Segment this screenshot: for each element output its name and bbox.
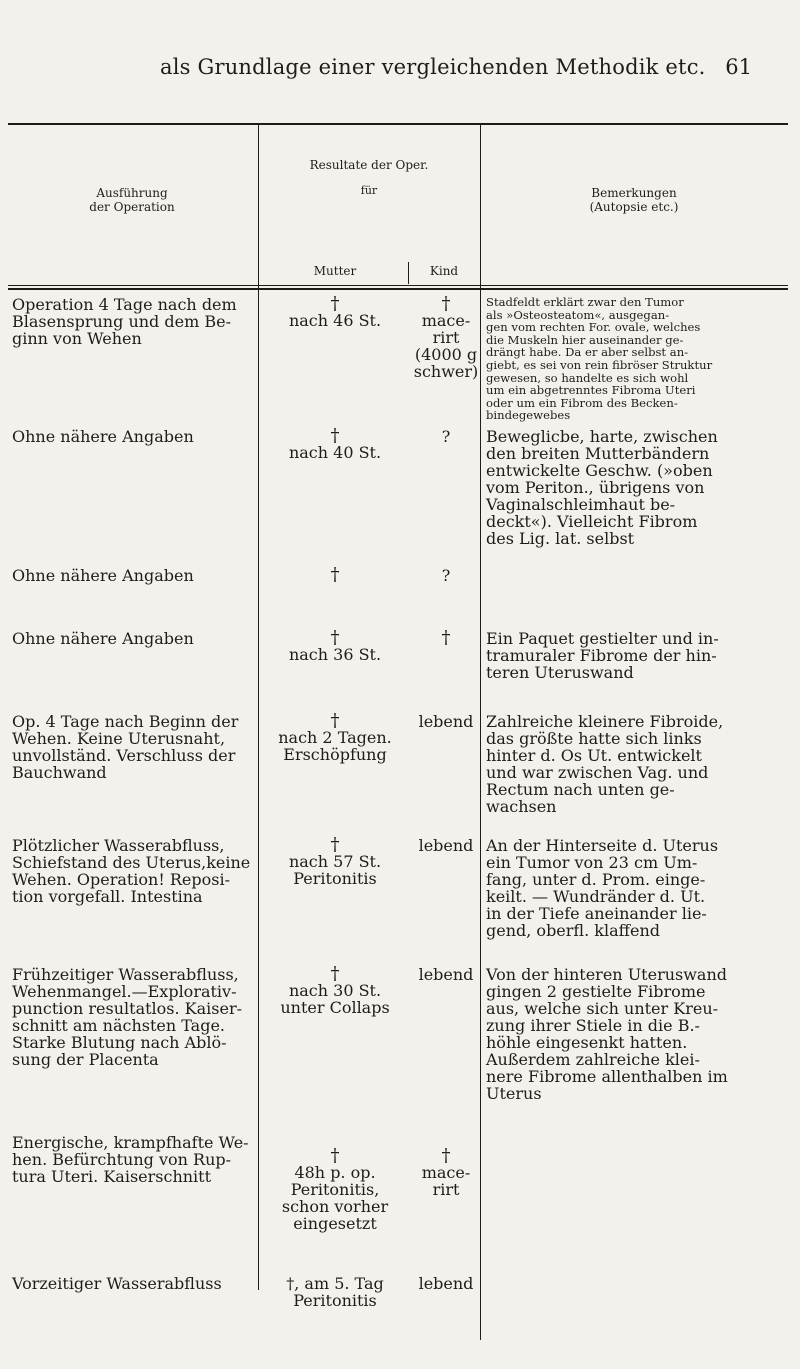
child-cell: ?: [441, 427, 451, 446]
operation-cell: Ohne nähere Angaben: [12, 427, 194, 446]
operation-cell: Vorzeitiger Wasserabfluss: [12, 1274, 222, 1293]
operation-cell: Ohne nähere Angaben: [12, 566, 194, 585]
mother-cell: † 48h p. op. Peritonitis, schon vorher eingesetzt: [262, 1148, 408, 1232]
operation-cell: Frühzeitiger Wasserabfluss, Wehenmangel.—Explorativ- punction resultatlos. Kaiser- schnitt am nächsten Tage. Starke Blutung nach Ablö- sung der Placenta: [12, 965, 243, 1069]
child-cell: ?: [441, 566, 451, 585]
header-results: Resultate der Oper. für: [309, 158, 429, 197]
operation-cell: Energische, krampfhafte We- hen. Befürchtung von Rup- tura Uteri. Kaiserschnitt: [12, 1133, 249, 1186]
operation-cell: Ohne nähere Angaben: [12, 629, 194, 648]
child-cell: lebend: [418, 836, 474, 855]
table-top-rule: [8, 123, 788, 125]
remarks-cell: Zahlreiche kleinere Fibroide, das größte hatte sich links hinter d. Os Ut. entwickelt und war zwischen Vag. und Rectum nach unten ge- wachsen: [486, 712, 724, 816]
table-header-rule-2: [8, 288, 788, 290]
dagger-mark: †: [330, 627, 340, 648]
mother-cell: † nach 30 St. unter Collaps: [262, 966, 408, 1016]
page-number: 61: [725, 55, 752, 79]
header-remarks: Bemerkungen (Autopsie etc.): [589, 186, 679, 214]
remarks-cell: Stadfeldt erklärt zwar den Tumor als »Osteosteatom«, ausgegan- gen vom rechten For. ovale, welches die Muskeln hier auseinander ge- drängt habe. Da er aber selbst an- giebt, es sei von rein fibröser Struktur gewesen, so handelte es sich wohl um ein abgetrenntes Fibroma Uteri oder um ein Fibrom des Becken- bindegewebes: [486, 295, 713, 423]
dagger-mark: †: [330, 425, 340, 446]
mother-cell: † nach 46 St.: [262, 296, 408, 329]
mother-cell: †, am 5. Tag Peritonitis: [286, 1274, 384, 1310]
child-cell: lebend: [418, 965, 474, 984]
remarks-cell: Ein Paquet gestielter und in- tramuraler Fibrome der hin- teren Uteruswand: [486, 629, 719, 682]
mother-cell: † nach 2 Tagen. Erschöpfung: [262, 713, 408, 763]
header-child: Kind: [429, 264, 459, 278]
dagger-mark: †: [330, 710, 340, 731]
table-header-rule: [8, 285, 788, 286]
child-cell: † mace- rirt: [410, 1148, 482, 1198]
dagger-mark: †: [330, 1145, 340, 1166]
dagger-mark: †: [441, 1145, 451, 1166]
operation-cell: Plötzlicher Wasserabfluss, Schiefstand des Uterus,keine Wehen. Operation! Reposi- tion vorgefall. Intestina: [12, 836, 251, 906]
mother-cell: † nach 40 St.: [262, 428, 408, 461]
remarks-cell: Von der hinteren Uteruswand gingen 2 gestielte Fibrome aus, welche sich unter Kreu- zung ihrer Stiele in die B.- höhle eingesenkt hatten. Außerdem zahlreiche klei- nere Fibrome allenthalben im Uterus: [486, 965, 728, 1103]
mother-cell: † nach 36 St.: [262, 630, 408, 663]
child-cell: lebend: [418, 712, 474, 731]
dagger-mark: †: [441, 627, 451, 648]
child-cell: [410, 627, 482, 648]
header-mother: Mutter: [313, 264, 357, 278]
dagger-mark: †: [330, 564, 340, 585]
running-title: als Grundlage einer vergleichenden Methodik etc.: [160, 55, 706, 79]
child-cell: † mace- rirt (4000 g schwer): [410, 296, 482, 380]
dagger-mark: †: [330, 963, 340, 984]
column-divider-mother-child: [408, 262, 409, 284]
dagger-mark: †: [330, 834, 340, 855]
operation-cell: Operation 4 Tage nach dem Blasensprung und dem Be- ginn von Wehen: [12, 295, 237, 348]
page-header: [0, 55, 800, 95]
child-cell: lebend: [418, 1274, 474, 1293]
mother-cell: [262, 564, 408, 585]
remarks-cell: Beweglicbe, harte, zwischen den breiten Mutterbändern entwickelte Geschw. (»oben vom Periton., übrigens von Vaginalschleimhaut be- deckt«). Vielleicht Fibrom des Lig. lat. selbst: [486, 427, 718, 548]
header-operation: Ausführung der Operation: [89, 186, 175, 214]
mother-cell: † nach 57 St. Peritonitis: [262, 837, 408, 887]
remarks-cell: An der Hinterseite d. Uterus ein Tumor von 23 cm Um- fang, unter d. Prom. einge- keilt. — Wundränder d. Ut. in der Tiefe aneinander lie- gend, oberfl. klaffend: [486, 836, 719, 940]
operation-cell: Op. 4 Tage nach Beginn der Wehen. Keine Uterusnaht, unvollständ. Verschluss der Bauchwand: [12, 712, 239, 782]
dagger-mark: †: [441, 293, 451, 314]
dagger-mark: †: [330, 293, 340, 314]
